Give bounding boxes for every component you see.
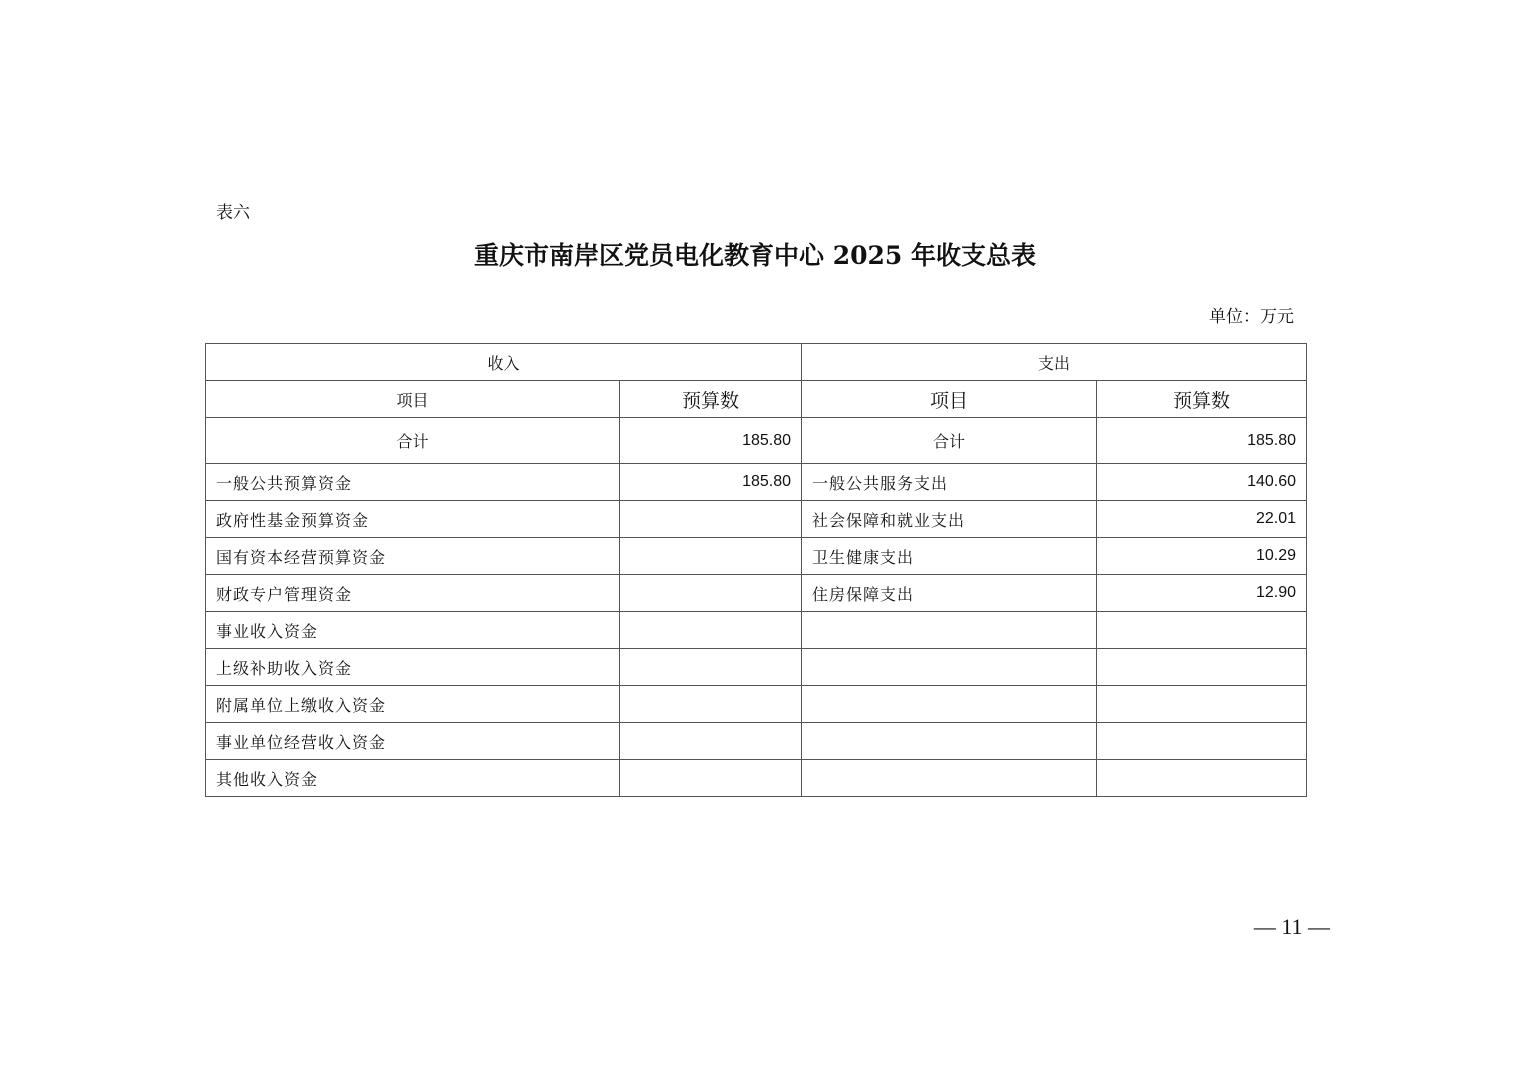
expense-value: 10.29 bbox=[1097, 538, 1307, 575]
table-row bbox=[206, 538, 1307, 575]
income-value bbox=[620, 612, 802, 649]
expense-item: 一般公共服务支出 bbox=[802, 464, 1097, 501]
income-item: 附属单位上缴收入资金 bbox=[206, 686, 620, 723]
table-row bbox=[206, 760, 1307, 797]
income-value bbox=[620, 760, 802, 797]
table-row bbox=[206, 501, 1307, 538]
expense-value: 12.90 bbox=[1097, 575, 1307, 612]
income-item: 上级补助收入资金 bbox=[206, 649, 620, 686]
page-title: 重庆市南岸区党员电化教育中心 2025 年收支总表 bbox=[474, 241, 1036, 270]
expense-item: 社会保障和就业支出 bbox=[802, 501, 1097, 538]
expense-item bbox=[802, 612, 1097, 649]
income-value bbox=[620, 686, 802, 723]
income-value bbox=[620, 501, 802, 538]
table-row bbox=[206, 723, 1307, 760]
income-value bbox=[620, 649, 802, 686]
table-label: 表六 bbox=[216, 203, 250, 223]
expense-value bbox=[1097, 723, 1307, 760]
expense-item: 住房保障支出 bbox=[802, 575, 1097, 612]
income-item: 事业收入资金 bbox=[206, 612, 620, 649]
total-row bbox=[206, 418, 1307, 464]
expense-value bbox=[1097, 760, 1307, 797]
page-number: — 11 — bbox=[1253, 914, 1330, 939]
expense-total-value: 185.80 bbox=[1097, 418, 1307, 464]
income-total-value: 185.80 bbox=[620, 418, 802, 464]
expense-budget-header: 预算数 bbox=[1097, 381, 1307, 418]
income-item: 一般公共预算资金 bbox=[206, 464, 620, 501]
table-row bbox=[206, 464, 1307, 501]
income-value bbox=[620, 538, 802, 575]
income-item: 其他收入资金 bbox=[206, 760, 620, 797]
income-item: 政府性基金预算资金 bbox=[206, 501, 620, 538]
income-header: 收入 bbox=[206, 344, 802, 381]
group-header-row bbox=[206, 344, 1307, 381]
expense-value bbox=[1097, 612, 1307, 649]
expense-item bbox=[802, 760, 1097, 797]
expense-item bbox=[802, 723, 1097, 760]
income-value bbox=[620, 575, 802, 612]
income-budget-header: 预算数 bbox=[620, 381, 802, 418]
income-item: 财政专户管理资金 bbox=[206, 575, 620, 612]
column-header-row bbox=[206, 381, 1307, 418]
income-value bbox=[620, 723, 802, 760]
income-item-header: 项目 bbox=[206, 381, 620, 418]
budget-table bbox=[205, 343, 1307, 797]
expense-item-header: 项目 bbox=[802, 381, 1097, 418]
expense-value bbox=[1097, 649, 1307, 686]
table-row bbox=[206, 649, 1307, 686]
income-item: 国有资本经营预算资金 bbox=[206, 538, 620, 575]
income-value: 185.80 bbox=[620, 464, 802, 501]
expense-item bbox=[802, 649, 1097, 686]
table-row bbox=[206, 612, 1307, 649]
expense-value bbox=[1097, 686, 1307, 723]
expense-header: 支出 bbox=[802, 344, 1307, 381]
income-total-label: 合计 bbox=[206, 418, 620, 464]
income-item: 事业单位经营收入资金 bbox=[206, 723, 620, 760]
expense-value: 140.60 bbox=[1097, 464, 1307, 501]
expense-total-label: 合计 bbox=[802, 418, 1097, 464]
table-row bbox=[206, 686, 1307, 723]
expense-item bbox=[802, 686, 1097, 723]
table-row bbox=[206, 575, 1307, 612]
expense-item: 卫生健康支出 bbox=[802, 538, 1097, 575]
unit-label: 单位：万元 bbox=[1209, 307, 1294, 327]
expense-value: 22.01 bbox=[1097, 501, 1307, 538]
